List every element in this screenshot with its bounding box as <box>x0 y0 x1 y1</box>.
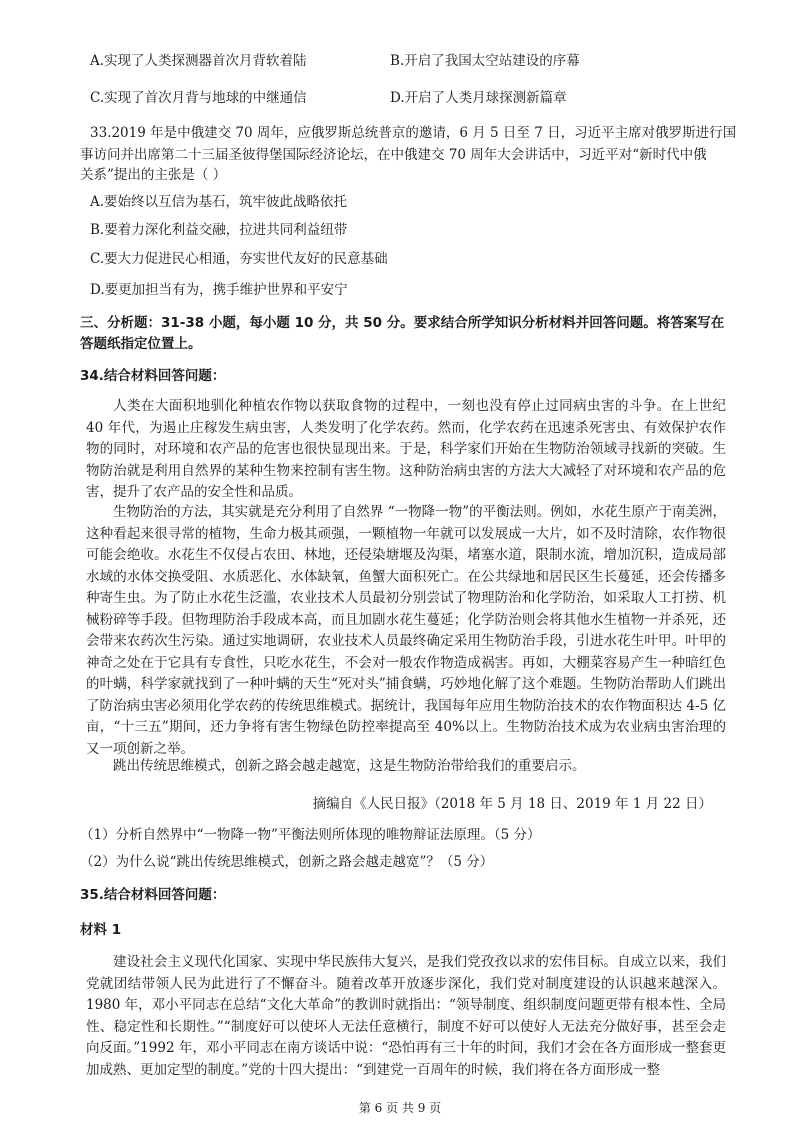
q34-paragraph-1: 人类在大面积地驯化种植农作物以获取食物的过程中，一刻也没有停止过同病虫害的斗争。在上世纪 40 年代，为遏止庄稼发生病虫害，人类发明了化学农药。然而，化学农药在迅速杀死害虫、有效保护农作物的同时，对环境和农产品的危害也很快显现出来。于是，科学家们开始在生物防治领域寻找新的突破。生物防治就是利用自然界的某种生物来控制有害生物。这种防治病虫害的方法大大减轻了对环境和农产品的危害，提升了农产品的安全性和品质。 <box>86 398 726 500</box>
q33-option-b: B.要着力深化利益交融，拉进共同利益纽带 <box>90 222 348 238</box>
q33-stem-line-2: 事访问并出席第二十三届圣彼得堡国际经济论坛，在中俄建交 70 周年大会讲话中，习近平对“新时代中俄 <box>80 147 707 163</box>
q33-option-d: D.要更加担当有为，携手维护世界和平安宁 <box>90 282 348 298</box>
q33-option-a: A.要始终以互信为基石，筑牢彼此战略依托 <box>90 194 348 210</box>
q32-option-b: B.开启了我国太空站建设的序幕 <box>390 53 580 69</box>
q34-paragraph-2: 生物防治的方法，其实就是充分利用了自然界 “一物降一物”的平衡法则。例如，水花生原产于南美洲，这种看起来很寻常的植物，生命力极其顽强，一颗植物一年就可以发展成一大片，如不及时清除，农作物很可能会绝收。水花生不仅侵占农田、林地，还侵染塘堰及沟渠，堵塞水道，限制水流，增加沉积，造成局部水域的水体交换受阻、水质恶化、水体缺氧，鱼蟹大面积死亡。在公共绿地和居民区生长蔓延，还会传播多种寄生虫。为了防止水花生泛滥，农业技术人员最初分别尝试了物理防治和化学防治，如采取人工打捞、机械粉碎等手段。但物理防治手段成本高，而且加剧水花生蔓延；化学防治则会将其他水生植物一并杀死，还会带来农药次生污染。通过实地调研，农业技术人员最终确定采用生物防治手段，引进水花生叶甲。叶甲的神奇之处在于它具有专食性，只吃水花生，不会对一般农作物造成祸害。再如，大棚菜容易产生一种暗红色的叶螨，科学家就找到了一种叶螨的天生“死对头”捕食螨，巧妙地化解了这个难题。生物防治帮助人们跳出了防治病虫害必须用化学农药的传统思维模式。据统计，我国每年应用生物防治技术的农作物面积达 4-5 亿亩，“十三五”期间，还力争将有害生物绿色防控率提高至 40%以上。生物防治技术成为农业病虫害治理的又一项创新之举。 <box>86 504 726 757</box>
q35-material-label: 材料 1 <box>80 922 122 938</box>
q34-heading: 34.结合材料回答问题： <box>80 368 226 384</box>
q33-stem-line-3: 关系”提出的主张是（ ） <box>80 167 227 183</box>
page-number: 第 6 页 共 9 页 <box>358 1101 442 1115</box>
q35-paragraph-1: 建设社会主义现代化国家、实现中华民族伟大复兴，是我们党孜孜以求的宏伟目标。自成立以来，我们党就团结带领人民为此进行了不懈奋斗。随着改革开放逐步深化，我们党对制度建设的认识越来越深入。1980 年，邓小平同志在总结“文化大革命”的教训时就指出：“领导制度、组织制度问题更带有根本性、全局性、稳定性和长期性。”“制度好可以使坏人无法任意横行，制度不好可以使好人无法充分做好事，甚至会走向反面。”1992 年，邓小平同志在南方谈话中说：“恐怕再有三十年的时间，我们才会在各方面形成一整套更加成熟、更加定型的制度。”党的十四大提出：“到建党一百周年的时候，我们将在各方面形成一整 <box>86 954 726 1078</box>
section-3-heading-line-2: 答题纸指定位置上。 <box>80 336 202 352</box>
q33-option-c: C.要大力促进民心相通，夯实世代友好的民意基础 <box>90 251 388 267</box>
q34-sub-question-2: （2）为什么说“跳出传统思维模式，创新之路会越走越宽”？（5 分） <box>80 854 494 870</box>
q32-option-c: C.实现了首次月背与地球的中继通信 <box>90 90 307 106</box>
q34-sub-question-1: （1）分析自然界中“一物降一物”平衡法则所体现的唯物辩证法原理。（5 分） <box>80 827 541 843</box>
q32-option-d: D.开启了人类月球探测新篇章 <box>390 90 567 106</box>
q34-paragraph-3: 跳出传统思维模式，创新之路会越走越宽，这是生物防治带给我们的重要启示。 <box>113 758 586 774</box>
q32-option-a: A.实现了人类探测器首次月背软着陆 <box>90 53 307 69</box>
q34-source: 摘编自《人民日报》（2018 年 5 月 18 日、2019 年 1 月 22 日） <box>312 796 712 812</box>
section-3-heading-line-1: 三、分析题：31-38 小题，每小题 10 分，共 50 分。要求结合所学知识分析材料并回答问题。将答案写在 <box>80 315 725 331</box>
q33-stem-line-1: 33.2019 年是中俄建交 70 周年，应俄罗斯总统普京的邀请，6 月 5 日至 7 日，习近平主席对俄罗斯进行国 <box>90 125 737 141</box>
q35-heading: 35.结合材料回答问题： <box>80 887 226 903</box>
